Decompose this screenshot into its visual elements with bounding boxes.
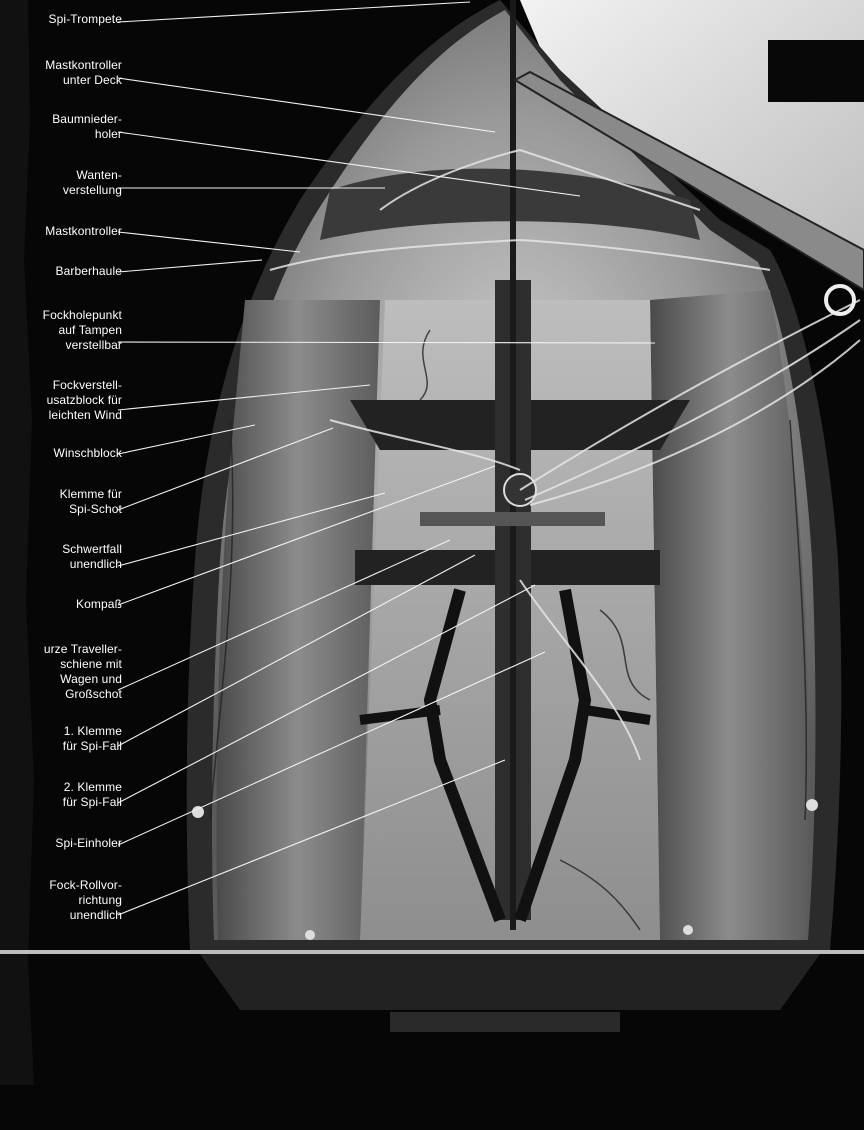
callout-label: Spi-Einholer: [55, 836, 122, 850]
callout-label: Mastkontroller: [45, 224, 122, 238]
callout-label: Fockverstell- usatzblock für leichten Wind: [46, 378, 122, 422]
callout-label: 2. Klemme für Spi-Fall: [62, 780, 122, 809]
callout-label: Klemme für Spi-Schot: [59, 487, 122, 516]
callout-label: Barberhaule: [55, 264, 122, 278]
callout-label: Mastkontroller unter Deck: [45, 58, 122, 87]
callout-label: Fockholepunkt auf Tampen verstellbar: [42, 308, 122, 352]
callout-label: 1. Klemme für Spi-Fall: [62, 724, 122, 753]
callout-label: Baumnieder- holer: [52, 112, 122, 141]
callout-label: Kompaß: [76, 597, 122, 611]
callout-label: Fock-Rollvor- richtung unendlich: [49, 878, 122, 922]
callout-label: Spi-Trompete: [48, 12, 122, 26]
callout-label: urze Traveller- schiene mit Wagen und Großschot: [43, 642, 122, 701]
callout-label: Wanten- verstellung: [62, 168, 122, 197]
callout-label: Schwertfall unendlich: [62, 542, 122, 571]
callout-label: Winschblock: [53, 446, 122, 460]
